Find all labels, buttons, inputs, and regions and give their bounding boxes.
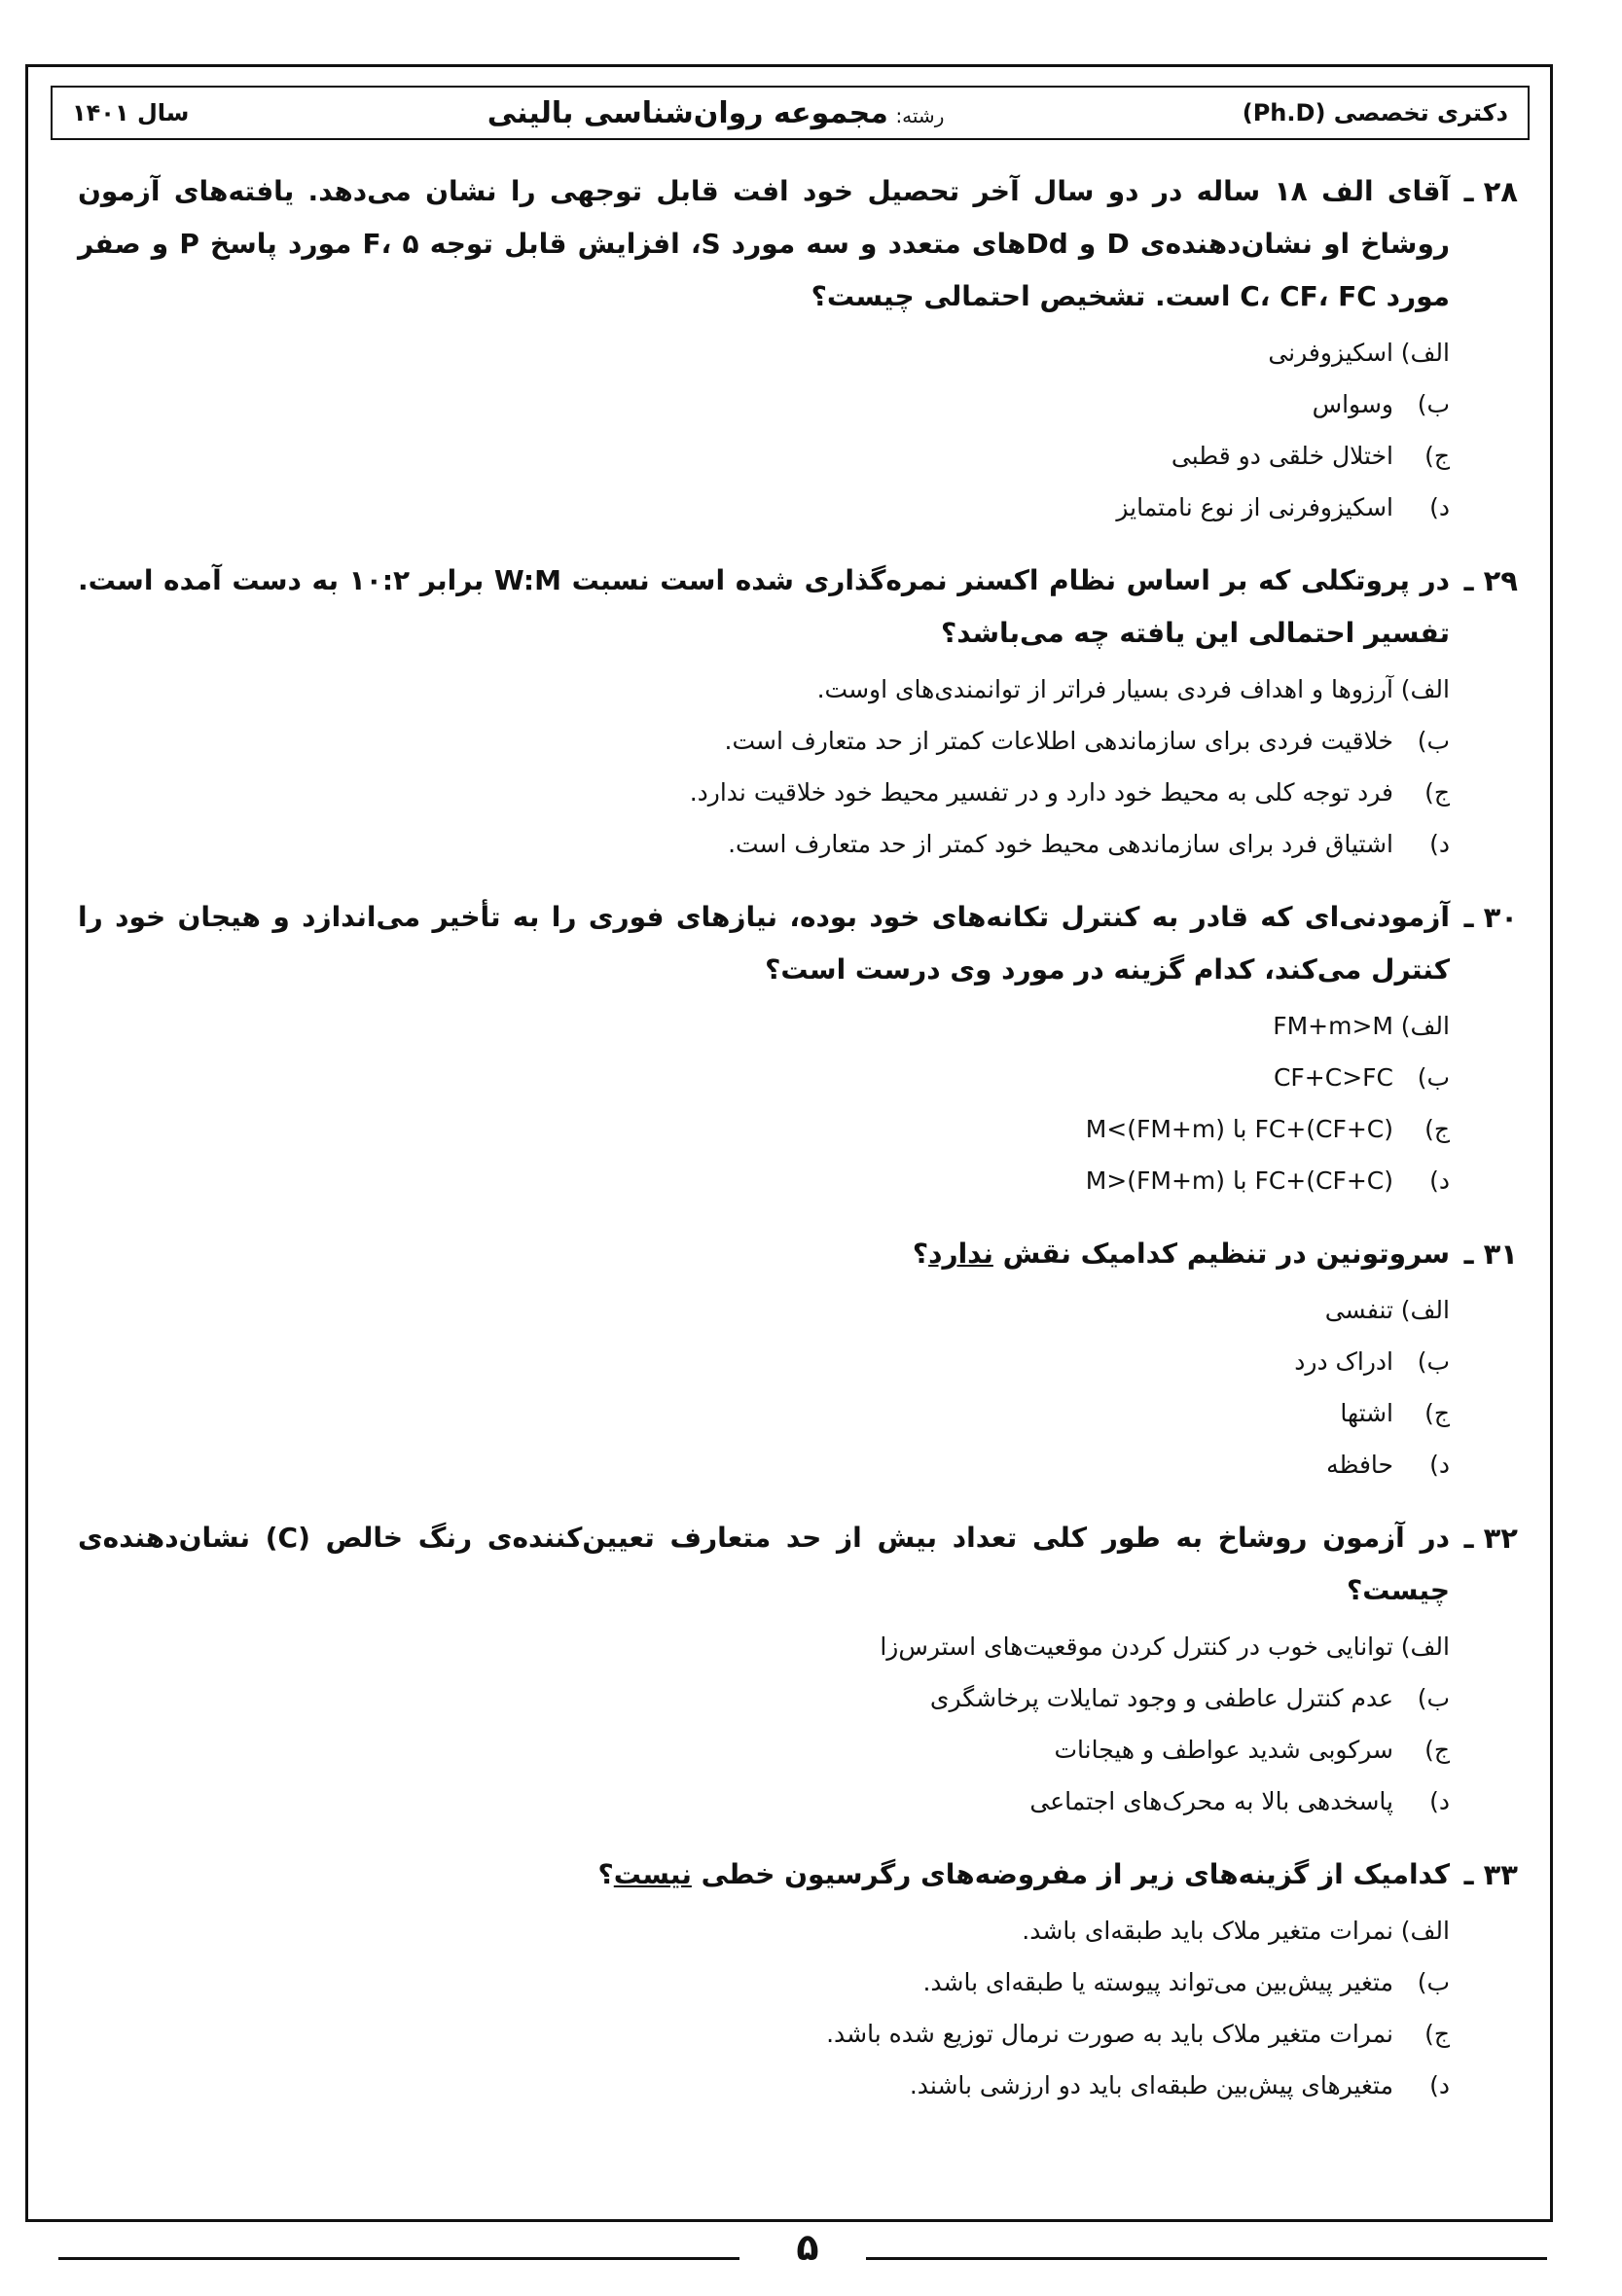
option-label: الف) [1400, 1632, 1450, 1661]
options-list [78, 1905, 1450, 2111]
option-text: تنفسی [1324, 1296, 1393, 1324]
question-29 [78, 555, 1518, 870]
option-a [78, 1905, 1450, 1956]
option-c [78, 1387, 1450, 1439]
field-label: رشته: [895, 103, 945, 127]
option-text: ادراک درد [1294, 1347, 1393, 1376]
option-label: د) [1429, 1787, 1450, 1815]
option-c [78, 1103, 1450, 1155]
option-d [78, 1439, 1450, 1490]
option-label: ج) [1424, 442, 1450, 470]
option-label: ج) [1424, 1399, 1450, 1427]
option-label: الف) [1400, 339, 1450, 367]
question-text: در آزمون روشاخ به طور کلی تعداد بیش از حد متعارف تعیین‌کننده‌ی رنگ خالص (C) نشان‌دهنده‌ی چیست؟ [78, 1522, 1450, 1606]
option-d [78, 2060, 1450, 2111]
option-label: ب) [1417, 727, 1450, 755]
question-text: در پروتکلی که بر اساس نظام اکسنر نمره‌گذاری شده است نسبت W:M برابر ۱۰:۲ به دست آمده است. تفسیر احتمالی این یافته چه می‌باشد؟ [78, 564, 1450, 649]
option-label: ب) [1417, 1063, 1450, 1092]
question-number: ۳۲ ـ [1463, 1522, 1518, 1555]
question-number: ۳۳ ـ [1463, 1858, 1518, 1891]
option-a [78, 1621, 1450, 1672]
question-number: ۲۸ ـ [1463, 175, 1518, 208]
option-c [78, 767, 1450, 818]
footer-divider-right [866, 2257, 1547, 2260]
option-b [78, 1052, 1450, 1103]
footer-divider-left [58, 2257, 739, 2260]
option-text: نمرات متغیر ملاک باید به صورت نرمال توزیع شده باشد. [826, 2020, 1393, 2048]
question-text: آقای الف ۱۸ ساله در دو سال آخر تحصیل خود افت قابل توجهی را نشان می‌دهد. یافته‌های آزمون روشاخ او نشان‌دهنده‌ی D و Ddهای متعدد و سه مورد S، افزایش قابل توجه F، ۵ مورد پاسخ P و صفر مورد C، CF، FC است. تشخیص احتمالی چیست؟ [78, 175, 1451, 312]
exam-year: سال ۱۴۰۱ [72, 99, 190, 126]
option-d [78, 1776, 1450, 1827]
option-label: ب) [1417, 1347, 1450, 1376]
question-number: ۳۱ ـ [1463, 1238, 1518, 1271]
option-text: اشتها [1340, 1399, 1393, 1427]
options-list [78, 327, 1450, 533]
question-emphasis: نیست [613, 1858, 692, 1890]
question-text [78, 1228, 1450, 1280]
options-list [78, 1284, 1450, 1490]
option-text: متغیر پیش‌بین می‌تواند پیوسته یا طبقه‌ای باشد. [922, 1968, 1393, 1996]
option-text: اسکیزوفرنی [1268, 339, 1393, 367]
option-label: ج) [1424, 1736, 1450, 1764]
option-text: متغیرهای پیش‌بین طبقه‌ای باید دو ارزشی باشند. [909, 2071, 1393, 2099]
option-label: ج) [1424, 1115, 1450, 1143]
question-number: ۲۹ ـ [1463, 564, 1518, 597]
options-list [78, 1000, 1450, 1206]
options-list [78, 1621, 1450, 1827]
questions-list [78, 165, 1518, 2133]
option-label: د) [1429, 830, 1450, 858]
option-text: FC+(CF+C) با (FM+m)>M [1085, 1115, 1393, 1143]
option-d [78, 482, 1450, 533]
option-text: حافظه [1326, 1451, 1393, 1479]
options-list [78, 664, 1450, 870]
option-c [78, 2008, 1450, 2060]
question-number: ۳۰ ـ [1463, 901, 1518, 934]
option-a [78, 1000, 1450, 1052]
option-a [78, 327, 1450, 378]
option-text: پاسخدهی بالا به محرک‌های اجتماعی [1029, 1787, 1393, 1815]
option-c [78, 430, 1450, 482]
question-text-part: سروتونین در تنظیم کدامیک نقش [992, 1238, 1450, 1270]
option-a [78, 664, 1450, 715]
option-b [78, 1336, 1450, 1387]
question-33 [78, 1848, 1518, 2111]
option-d [78, 1155, 1450, 1206]
question-text [78, 1848, 1450, 1901]
option-text: اسکیزوفرنی از نوع نامتمایز [1116, 493, 1393, 521]
option-d [78, 818, 1450, 870]
option-text: وسواس [1312, 390, 1393, 418]
option-b [78, 1956, 1450, 2008]
option-label: الف) [1400, 1296, 1450, 1324]
option-b [78, 1672, 1450, 1724]
question-text-part: ؟ [912, 1238, 929, 1270]
option-label: ب) [1417, 1968, 1450, 1996]
option-label: ج) [1424, 778, 1450, 807]
option-text: سرکوبی شدید عواطف و هیجانات [1054, 1736, 1393, 1764]
option-text: اختلال خلقی دو قطبی [1171, 442, 1393, 470]
option-text: فرد توجه کلی به محیط خود دارد و در تفسیر محیط خود خلاقیت ندارد. [689, 778, 1393, 807]
option-label: د) [1429, 1166, 1450, 1195]
degree-label: دکتری تخصصی (Ph.D) [1242, 99, 1508, 126]
question-emphasis: ندارد [928, 1238, 993, 1270]
option-label: د) [1429, 2071, 1450, 2099]
option-c [78, 1724, 1450, 1776]
option-text: آرزوها و اهداف فردی بسیار فراتر از توانمندی‌های اوست. [816, 675, 1393, 703]
option-text: اشتیاق فرد برای سازماندهی محیط خود کمتر از حد متعارف است. [728, 830, 1393, 858]
question-30 [78, 891, 1518, 1206]
option-label: د) [1429, 1451, 1450, 1479]
field-title [487, 96, 945, 130]
question-text-part: کدامیک از گزینه‌های زیر از مفروضه‌های رگرسیون خطی [691, 1858, 1450, 1890]
option-label: د) [1429, 493, 1450, 521]
page-number: ۵ [759, 2226, 856, 2269]
option-a [78, 1284, 1450, 1336]
option-b [78, 378, 1450, 430]
option-text: خلاقیت فردی برای سازماندهی اطلاعات کمتر از حد متعارف است. [724, 727, 1393, 755]
question-text: آزمودنی‌ای که قادر به کنترل تکانه‌های خود بوده، نیازهای فوری را به تأخیر می‌اندازد و هیجان خود را کنترل می‌کند، کدام گزینه در مورد وی درست است؟ [78, 901, 1450, 986]
option-label: الف) [1400, 1012, 1450, 1040]
option-text: FM+m>M [1273, 1012, 1393, 1040]
option-text: عدم کنترل عاطفی و وجود تمایلات پرخاشگری [929, 1684, 1393, 1712]
option-label: ب) [1417, 390, 1450, 418]
option-text: FC+(CF+C) با M>(FM+m) [1085, 1166, 1393, 1195]
option-text: CF+C>FC [1273, 1063, 1393, 1092]
option-label: ج) [1424, 2020, 1450, 2048]
exam-header [51, 86, 1530, 140]
option-text: توانایی خوب در کنترل کردن موقعیت‌های استرس‌زا [880, 1632, 1393, 1661]
question-28 [78, 165, 1518, 533]
option-label: ب) [1417, 1684, 1450, 1712]
question-text-part: ؟ [597, 1858, 614, 1890]
option-text: نمرات متغیر ملاک باید طبقه‌ای باشد. [1022, 1917, 1393, 1945]
option-label: الف) [1400, 675, 1450, 703]
option-label: الف) [1400, 1917, 1450, 1945]
field-value: مجموعه روان‌شناسی بالینی [487, 95, 888, 130]
question-31 [78, 1228, 1518, 1490]
question-32 [78, 1512, 1518, 1827]
option-b [78, 715, 1450, 767]
